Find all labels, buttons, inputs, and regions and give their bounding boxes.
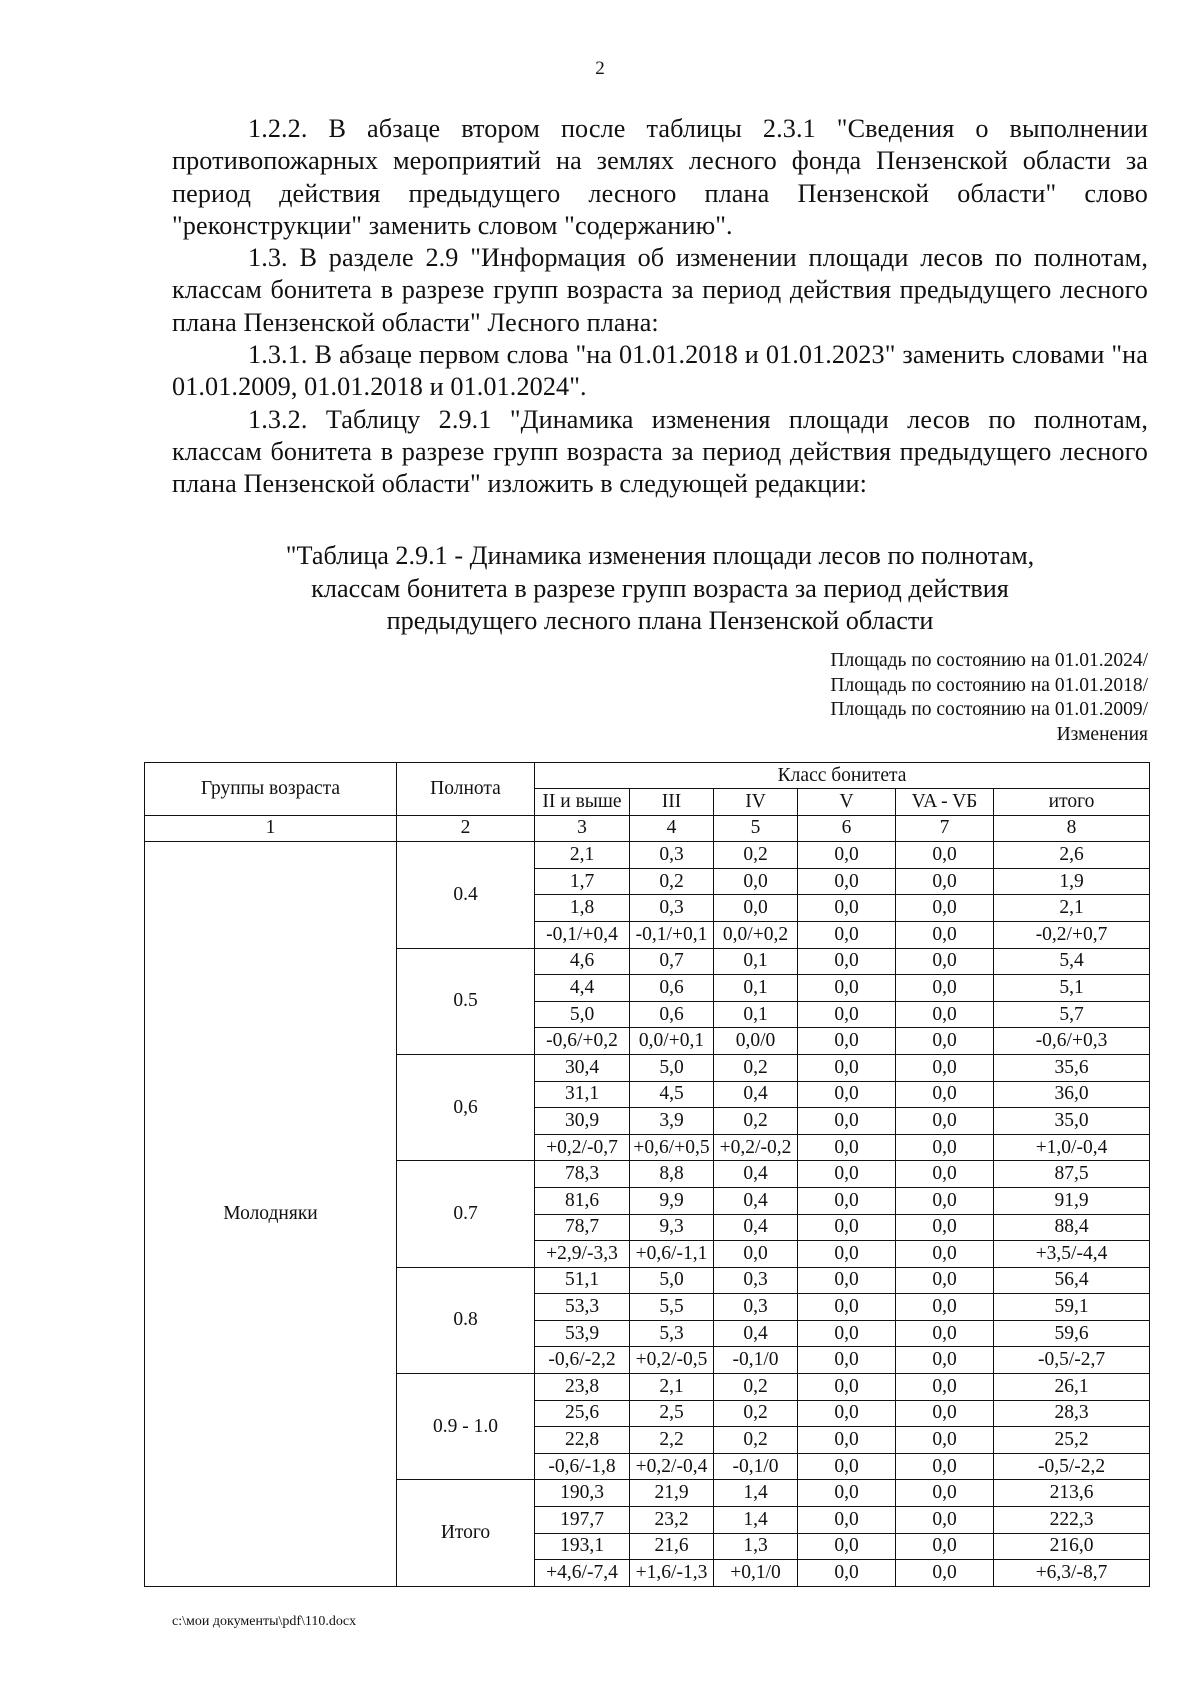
value-cell: -0,6/+0,3 <box>994 1028 1150 1055</box>
value-cell: 51,1 <box>535 1267 630 1294</box>
column-number: 4 <box>630 815 714 842</box>
value-cell: +0,1/0 <box>714 1560 798 1587</box>
value-cell: 0,0 <box>896 1507 994 1534</box>
value-cell: 0,1 <box>714 1001 798 1028</box>
legend-line: Изменения <box>1056 723 1148 745</box>
page-number: 2 <box>595 58 605 79</box>
value-cell: 0,0 <box>714 868 798 895</box>
value-cell: 0,0 <box>798 975 896 1002</box>
value-cell: 0,4 <box>714 1214 798 1241</box>
header-class-column: итого <box>994 789 1150 816</box>
value-cell: +0,2/-0,2 <box>714 1134 798 1161</box>
value-cell: 216,0 <box>994 1533 1150 1560</box>
value-cell: 0,0 <box>798 1427 896 1454</box>
value-cell: +3,5/-4,4 <box>994 1241 1150 1268</box>
value-cell: 81,6 <box>535 1187 630 1214</box>
value-cell: +0,6/-1,1 <box>630 1241 714 1268</box>
value-cell: 2,1 <box>994 895 1150 922</box>
value-cell: 1,3 <box>714 1533 798 1560</box>
paragraph-1-3: 1.3. В разделе 2.9 "Информация об изменении площади лесов по полнотам, классам бонитета в разрезе групп возраста за период действия предыдущего лесного плана Пензенской области" Лесного плана: <box>172 243 1148 337</box>
value-cell: 35,6 <box>994 1054 1150 1081</box>
value-cell: 0,0 <box>896 1453 994 1480</box>
value-cell: 0,2 <box>714 842 798 869</box>
header-class-column: IV <box>714 789 798 816</box>
value-cell: 88,4 <box>994 1214 1150 1241</box>
value-cell: 0,0 <box>896 1400 994 1427</box>
footer-file-path: c:\мои документы\pdf\110.docx <box>172 1614 357 1629</box>
value-cell: 5,0 <box>630 1267 714 1294</box>
density-cell: 0.8 <box>397 1267 535 1373</box>
value-cell: 0,0/0 <box>714 1028 798 1055</box>
value-cell: 5,0 <box>630 1054 714 1081</box>
value-cell: 190,3 <box>535 1480 630 1507</box>
header-class-column: V <box>798 789 896 816</box>
value-cell: 0,0 <box>798 1108 896 1135</box>
value-cell: -0,2/+0,7 <box>994 921 1150 948</box>
value-cell: 4,4 <box>535 975 630 1002</box>
table-body <box>145 842 1150 1587</box>
column-number: 6 <box>798 815 896 842</box>
value-cell: 53,3 <box>535 1294 630 1321</box>
value-cell: 0,2 <box>630 868 714 895</box>
value-cell: 2,1 <box>630 1374 714 1401</box>
value-cell: 5,7 <box>994 1001 1150 1028</box>
value-cell: 4,5 <box>630 1081 714 1108</box>
value-cell: -0,5/-2,2 <box>994 1453 1150 1480</box>
value-cell: 53,9 <box>535 1320 630 1347</box>
value-cell: 0,0 <box>714 895 798 922</box>
value-cell: -0,1/+0,1 <box>630 921 714 948</box>
density-cell: 0.4 <box>397 842 535 948</box>
value-cell: 0,0 <box>896 1480 994 1507</box>
value-cell: +0,6/+0,5 <box>630 1134 714 1161</box>
value-cell: 0,0 <box>798 1054 896 1081</box>
value-cell: -0,5/-2,7 <box>994 1347 1150 1374</box>
value-cell: 0,0 <box>798 1294 896 1321</box>
value-cell: 5,1 <box>994 975 1150 1002</box>
value-cell: +0,2/-0,5 <box>630 1347 714 1374</box>
value-cell: -0,1/+0,4 <box>535 921 630 948</box>
value-cell: 0,1 <box>714 975 798 1002</box>
density-cell: Итого <box>397 1480 535 1586</box>
value-cell: 213,6 <box>994 1480 1150 1507</box>
value-cell: 4,6 <box>535 948 630 975</box>
density-cell: 0,6 <box>397 1054 535 1160</box>
value-cell: 193,1 <box>535 1533 630 1560</box>
value-cell: 0,2 <box>714 1054 798 1081</box>
value-cell: 0,0 <box>798 1161 896 1188</box>
value-cell: 0,0 <box>896 1427 994 1454</box>
value-cell: 0,0 <box>896 1001 994 1028</box>
value-cell: 1,4 <box>714 1507 798 1534</box>
value-cell: 0,0 <box>896 1081 994 1108</box>
value-cell: 0,0 <box>896 1161 994 1188</box>
value-cell: 0,0 <box>896 1347 994 1374</box>
value-cell: 21,9 <box>630 1480 714 1507</box>
value-cell: 56,4 <box>994 1267 1150 1294</box>
value-cell: 22,8 <box>535 1427 630 1454</box>
value-cell: 1,9 <box>994 868 1150 895</box>
value-cell: 28,3 <box>994 1400 1150 1427</box>
value-cell: 78,3 <box>535 1161 630 1188</box>
value-cell: 2,2 <box>630 1427 714 1454</box>
value-cell: 0,0 <box>798 1320 896 1347</box>
value-cell: 0,0 <box>798 1187 896 1214</box>
value-cell: 0,0 <box>896 1241 994 1268</box>
value-cell: 0,0 <box>798 1001 896 1028</box>
units-legend <box>830 649 1148 747</box>
column-number: 3 <box>535 815 630 842</box>
table-title-line: классам бонитета в разрезе групп возраста за период действия <box>311 573 1009 603</box>
value-cell: 1,4 <box>714 1480 798 1507</box>
value-cell: 9,3 <box>630 1214 714 1241</box>
value-cell: 5,4 <box>994 948 1150 975</box>
value-cell: 1,8 <box>535 895 630 922</box>
value-cell: 0,3 <box>714 1267 798 1294</box>
value-cell: 0,0 <box>896 1560 994 1587</box>
table-title <box>172 540 1148 638</box>
value-cell: 0,0/+0,2 <box>714 921 798 948</box>
value-cell: 0,0 <box>798 1560 896 1587</box>
value-cell: +0,2/-0,4 <box>630 1453 714 1480</box>
value-cell: 30,9 <box>535 1108 630 1135</box>
value-cell: -0,6/-2,2 <box>535 1347 630 1374</box>
legend-line: Площадь по состоянию на 01.01.2009/ <box>830 699 1148 720</box>
value-cell: 5,3 <box>630 1320 714 1347</box>
age-group-cell: Молодняки <box>145 842 397 1587</box>
value-cell: 35,0 <box>994 1108 1150 1135</box>
value-cell: 31,1 <box>535 1081 630 1108</box>
value-cell: 0,0 <box>896 1267 994 1294</box>
value-cell: 0,0 <box>896 948 994 975</box>
value-cell: 0,0 <box>798 1241 896 1268</box>
value-cell: 25,6 <box>535 1400 630 1427</box>
value-cell: -0,1/0 <box>714 1453 798 1480</box>
value-cell: 0,7 <box>630 948 714 975</box>
value-cell: 0,0 <box>896 895 994 922</box>
value-cell: 21,6 <box>630 1533 714 1560</box>
value-cell: 0,4 <box>714 1187 798 1214</box>
value-cell: 0,4 <box>714 1320 798 1347</box>
value-cell: +2,9/-3,3 <box>535 1241 630 1268</box>
value-cell: 0,0 <box>896 1187 994 1214</box>
value-cell: -0,6/-1,8 <box>535 1453 630 1480</box>
value-cell: 78,7 <box>535 1214 630 1241</box>
column-number: 8 <box>994 815 1150 842</box>
value-cell: 0,0 <box>798 1214 896 1241</box>
value-cell: 0,0 <box>896 1533 994 1560</box>
value-cell: 0,0 <box>798 868 896 895</box>
value-cell: 5,5 <box>630 1294 714 1321</box>
table-title-line: предыдущего лесного плана Пензенской области <box>386 606 934 635</box>
value-cell: 2,1 <box>535 842 630 869</box>
value-cell: 59,1 <box>994 1294 1150 1321</box>
value-cell: 0,2 <box>714 1108 798 1135</box>
value-cell: 0,0 <box>798 1347 896 1374</box>
value-cell: 0,3 <box>630 842 714 869</box>
value-cell: 36,0 <box>994 1081 1150 1108</box>
value-cell: 0,0/+0,1 <box>630 1028 714 1055</box>
value-cell: 0,4 <box>714 1161 798 1188</box>
value-cell: 5,0 <box>535 1001 630 1028</box>
density-cell: 0.7 <box>397 1161 535 1267</box>
paragraph-1-3-2: 1.3.2. Таблицу 2.9.1 "Динамика изменения площади лесов по полнотам, классам бонитета в разрезе групп возраста за период действия предыдущего лесного плана Пензенской области" изложить в следующей редакции: <box>172 404 1148 499</box>
value-cell: 0,1 <box>714 948 798 975</box>
header-class-column: VA - VБ <box>896 789 994 816</box>
column-number: 2 <box>397 815 535 842</box>
value-cell: 1,7 <box>535 868 630 895</box>
value-cell: 0,0 <box>714 1241 798 1268</box>
value-cell: 0,0 <box>896 1320 994 1347</box>
column-number: 7 <box>896 815 994 842</box>
value-cell: 0,0 <box>798 921 896 948</box>
value-cell: 0,0 <box>798 1533 896 1560</box>
value-cell: 8,8 <box>630 1161 714 1188</box>
value-cell: 0,0 <box>798 1480 896 1507</box>
value-cell: 9,9 <box>630 1187 714 1214</box>
value-cell: 0,0 <box>798 1507 896 1534</box>
value-cell: 0,0 <box>896 1214 994 1241</box>
value-cell: 2,5 <box>630 1400 714 1427</box>
value-cell: 0,2 <box>714 1400 798 1427</box>
value-cell: +1,6/-1,3 <box>630 1560 714 1587</box>
density-cell: 0.9 - 1.0 <box>397 1374 535 1480</box>
header-class-column: III <box>630 789 714 816</box>
value-cell: 0,0 <box>896 1134 994 1161</box>
value-cell: 0,0 <box>798 1453 896 1480</box>
table-row <box>145 842 1150 869</box>
paragraph-1-2-2: 1.2.2. В абзаце втором после таблицы 2.3.1 "Сведения о выполнении противопожарных мероприятий на землях лесного фонда Пензенской области за период действия предыдущего лесного плана Пензенской области" слово "реконструкции" заменить словом "содержанию". <box>172 114 1148 240</box>
column-number: 5 <box>714 815 798 842</box>
legend-line: Площадь по состоянию на 01.01.2024/ <box>830 650 1148 671</box>
value-cell: 0,0 <box>896 1028 994 1055</box>
density-cell: 0.5 <box>397 948 535 1054</box>
value-cell: 3,9 <box>630 1108 714 1135</box>
value-cell: 0,0 <box>798 1400 896 1427</box>
value-cell: 0,0 <box>798 1374 896 1401</box>
value-cell: 197,7 <box>535 1507 630 1534</box>
forest-area-table <box>144 762 1150 1587</box>
value-cell: 0,0 <box>896 868 994 895</box>
value-cell: 0,0 <box>798 895 896 922</box>
value-cell: 0,2 <box>714 1427 798 1454</box>
value-cell: 25,2 <box>994 1427 1150 1454</box>
value-cell: 0,0 <box>798 1267 896 1294</box>
value-cell: 26,1 <box>994 1374 1150 1401</box>
value-cell: +0,2/-0,7 <box>535 1134 630 1161</box>
value-cell: 0,6 <box>630 1001 714 1028</box>
header-density: Полнота <box>397 763 535 816</box>
value-cell: 0,0 <box>896 921 994 948</box>
value-cell: 0,3 <box>630 895 714 922</box>
value-cell: 0,0 <box>896 1294 994 1321</box>
header-age-group: Группы возраста <box>145 763 397 816</box>
header-site-class: Класс бонитета <box>535 763 1150 789</box>
value-cell: 23,8 <box>535 1374 630 1401</box>
value-cell: 0,0 <box>798 1134 896 1161</box>
value-cell: 0,0 <box>896 842 994 869</box>
value-cell: 0,0 <box>896 1108 994 1135</box>
value-cell: 0,0 <box>896 975 994 1002</box>
column-number: 1 <box>145 815 397 842</box>
paragraph-1-3-1: 1.3.1. В абзаце первом слова "на 01.01.2018 и 01.01.2023" заменить словами "на 01.01.2009, 01.01.2018 и 01.01.2024". <box>172 340 1148 402</box>
value-cell: +4,6/-7,4 <box>535 1560 630 1587</box>
body-text <box>172 113 1148 501</box>
value-cell: 87,5 <box>994 1161 1150 1188</box>
value-cell: 0,0 <box>896 1374 994 1401</box>
value-cell: 0,0 <box>896 1054 994 1081</box>
value-cell: 30,4 <box>535 1054 630 1081</box>
value-cell: 0,3 <box>714 1294 798 1321</box>
value-cell: 59,6 <box>994 1320 1150 1347</box>
value-cell: 222,3 <box>994 1507 1150 1534</box>
value-cell: +6,3/-8,7 <box>994 1560 1150 1587</box>
legend-line: Площадь по состоянию на 01.01.2018/ <box>830 674 1148 696</box>
value-cell: +1,0/-0,4 <box>994 1134 1150 1161</box>
table-title-line: "Таблица 2.9.1 - Динамика изменения площади лесов по полнотам, <box>285 541 1035 570</box>
value-cell: 0,2 <box>714 1374 798 1401</box>
value-cell: 0,0 <box>798 948 896 975</box>
value-cell: 91,9 <box>994 1187 1150 1214</box>
value-cell: 0,0 <box>798 1028 896 1055</box>
value-cell: 0,4 <box>714 1081 798 1108</box>
header-class-column: II и выше <box>535 789 630 816</box>
value-cell: 0,6 <box>630 975 714 1002</box>
value-cell: 0,0 <box>798 842 896 869</box>
value-cell: -0,1/0 <box>714 1347 798 1374</box>
value-cell: 23,2 <box>630 1507 714 1534</box>
value-cell: -0,6/+0,2 <box>535 1028 630 1055</box>
value-cell: 2,6 <box>994 842 1150 869</box>
value-cell: 0,0 <box>798 1081 896 1108</box>
